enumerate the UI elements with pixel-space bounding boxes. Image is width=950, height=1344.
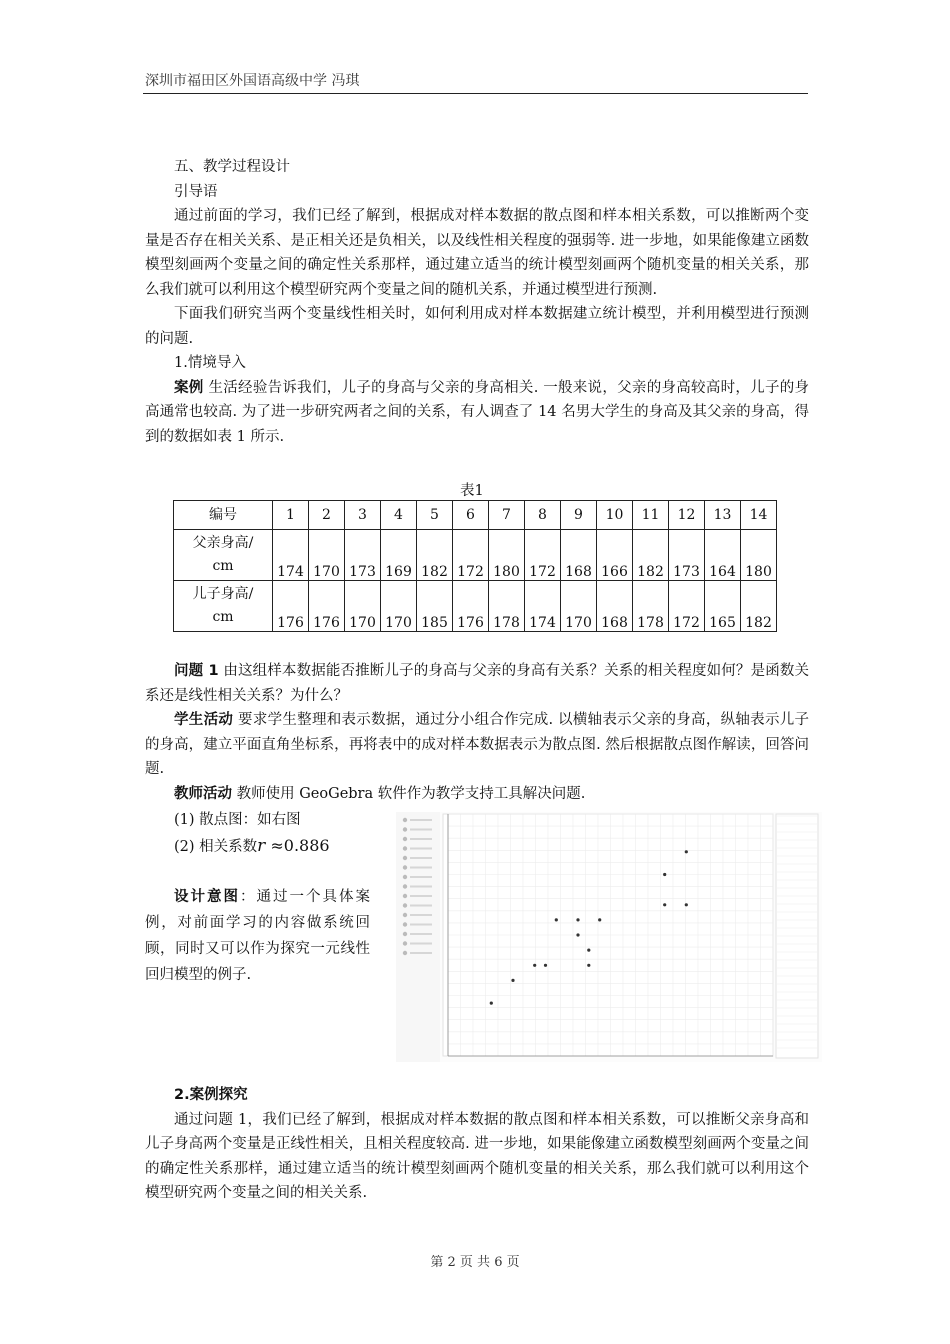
id-cell: 11	[633, 501, 669, 530]
father-cell: 173	[345, 530, 381, 581]
teacher-activity	[145, 782, 809, 807]
scatter-figure	[396, 812, 822, 1062]
son-cell: 174	[525, 581, 561, 632]
item-correlation	[145, 833, 370, 860]
algebra-entry-text	[410, 867, 432, 869]
algebra-entry-dot	[403, 818, 407, 822]
algebra-entry-dot	[403, 922, 407, 926]
intro-paragraph-1: 通过前面的学习，我们已经了解到，根据成对样本数据的散点图和样本相关系数，可以推断两个变量是否存在相关关系、是正相关还是负相关，以及线性相关程度的强弱等. 进一步地，如果能像建立函数模型刻画两个变量之间的确定性关系那样，通过建立适当的统计模型刻画两个随机变量的相关关系，那么我们就可以利用这个模型研究两个变量之间的随机关系，并通过模型进行预测.	[145, 208, 809, 298]
teacher-activity-label: 教师活动	[174, 785, 232, 802]
father-label	[174, 530, 273, 581]
son-cell: 170	[345, 581, 381, 632]
father-cell: 180	[489, 530, 525, 581]
section-2-text: 通过问题 1，我们已经了解到，根据成对样本数据的散点图和样本相关系数，可以推断父亲身高和儿子身高两个变量是正线性相关，且相关程度较高. 进一步地，如果能像建立函数模型刻画两个变量之间的确定性关系那样，通过建立适当的统计模型刻画两个随机变量的相关关系，那么我们就可以利用这个模型研究两个变量之间的相关关系.	[145, 1111, 809, 1201]
father-cell: 164	[705, 530, 741, 581]
scatter-point	[576, 918, 579, 921]
id-cell: 4	[381, 501, 417, 530]
case-paragraph	[145, 376, 809, 450]
header-label: 编号	[174, 501, 273, 530]
scatter-point	[685, 903, 688, 906]
section-2	[145, 1083, 809, 1206]
son-cell: 176	[453, 581, 489, 632]
algebra-entry-dot	[403, 837, 407, 841]
scatter-point	[663, 903, 666, 906]
algebra-entry-text	[410, 933, 432, 935]
algebra-entry-dot	[403, 846, 407, 850]
scatter-point	[685, 850, 688, 853]
section-2-heading: 2.案例探究	[174, 1087, 248, 1103]
father-cell: 182	[417, 530, 453, 581]
son-cell: 178	[489, 581, 525, 632]
item-correlation-label: (2) 相关系数	[174, 839, 258, 855]
algebra-entry-dot	[403, 903, 407, 907]
student-activity	[145, 708, 809, 782]
algebra-entry-text	[410, 838, 432, 840]
intro-section	[145, 155, 809, 449]
id-cell: 9	[561, 501, 597, 530]
father-cell: 180	[741, 530, 777, 581]
scatter-point	[544, 964, 547, 967]
id-cell: 13	[705, 501, 741, 530]
id-cell: 14	[741, 501, 777, 530]
father-cell: 172	[525, 530, 561, 581]
son-cell: 176	[273, 581, 309, 632]
student-activity-text: 要求学生整理和表示数据，通过分小组合作完成. 以横轴表示父亲的身高，纵轴表示儿子的身高，建立平面直角坐标系，再将表中的成对样本数据表示为散点图. 然后根据散点图作解读，回答问题.	[145, 712, 810, 777]
id-cell: 1	[273, 501, 309, 530]
id-cell: 12	[669, 501, 705, 530]
algebra-entry-text	[410, 924, 432, 926]
algebra-entry-dot	[403, 827, 407, 831]
father-cell: 166	[597, 530, 633, 581]
father-cell: 173	[669, 530, 705, 581]
r-symbol: r	[257, 836, 266, 856]
father-cell: 174	[273, 530, 309, 581]
scatter-point	[555, 918, 558, 921]
design-intent	[145, 884, 370, 988]
son-row	[174, 581, 777, 632]
son-cell: 170	[381, 581, 417, 632]
algebra-entry-dot	[403, 856, 407, 860]
id-cell: 7	[489, 501, 525, 530]
algebra-entry-text	[410, 848, 432, 850]
algebra-entry-text	[410, 829, 432, 831]
algebra-entry-dot	[403, 865, 407, 869]
id-cell: 3	[345, 501, 381, 530]
algebra-entry-text	[410, 857, 432, 859]
scatter-point	[598, 918, 601, 921]
design-intent-label: 设计意图	[174, 889, 240, 905]
grid-lines	[448, 814, 773, 1056]
father-cell: 172	[453, 530, 489, 581]
id-cell: 8	[525, 501, 561, 530]
son-cell: 182	[741, 581, 777, 632]
son-label-unit: cm	[212, 609, 234, 625]
algebra-entry-text	[410, 914, 432, 916]
scatter-point	[490, 1002, 493, 1005]
id-cell: 2	[309, 501, 345, 530]
scatter-point	[511, 979, 514, 982]
algebra-entry-dot	[403, 913, 407, 917]
son-cell: 165	[705, 581, 741, 632]
design-intent-text: ：通过一个具体案例，对前面学习的内容做系统回顾，同时又可以作为探究一元线性回归模型的例子.	[145, 889, 370, 983]
scatter-point	[576, 933, 579, 936]
case-label: 案例	[174, 379, 204, 396]
question-section	[145, 659, 809, 806]
left-notes	[145, 807, 370, 988]
father-row	[174, 530, 777, 581]
algebra-entry-text	[410, 886, 432, 888]
father-cell: 168	[561, 530, 597, 581]
page-header: 深圳市福田区外国语高级中学 冯琪	[145, 73, 360, 89]
scatter-point	[587, 964, 590, 967]
son-label-line1: 儿子身高/	[192, 586, 254, 602]
son-label	[174, 581, 273, 632]
son-cell: 185	[417, 581, 453, 632]
father-cell: 169	[381, 530, 417, 581]
son-cell: 170	[561, 581, 597, 632]
subsection-1-heading: 1.情境导入	[174, 355, 246, 371]
father-label-line1: 父亲身高/	[192, 535, 254, 551]
id-cell: 10	[597, 501, 633, 530]
question-1-label: 问题 1	[174, 663, 219, 679]
question-1	[145, 659, 809, 708]
algebra-entry-dot	[403, 941, 407, 945]
son-cell: 176	[309, 581, 345, 632]
case-text: 生活经验告诉我们，儿子的身高与父亲的身高相关. 一般来说，父亲的身高较高时，儿子的身高通常也较高. 为了进一步研究两者之间的关系，有人调查了 14 名男大学生的身高及其父亲的身高，得到的数据如表 1 所示.	[145, 379, 810, 445]
r-value: ≈0.886	[265, 836, 330, 855]
geogebra-screenshot	[396, 812, 822, 1062]
intro-label: 引导语	[174, 183, 218, 200]
algebra-entry-text	[410, 952, 432, 954]
algebra-entry-dot	[403, 894, 407, 898]
father-cell: 182	[633, 530, 669, 581]
algebra-entry-dot	[403, 875, 407, 879]
algebra-entry-text	[410, 895, 432, 897]
table-header-row	[174, 501, 777, 530]
id-cell: 5	[417, 501, 453, 530]
item-scatter: (1) 散点图：如右图	[174, 812, 301, 828]
section-heading: 五、教学过程设计	[174, 159, 290, 175]
son-cell: 172	[669, 581, 705, 632]
father-cell: 170	[309, 530, 345, 581]
algebra-entry-dot	[403, 884, 407, 888]
scatter-point	[533, 964, 536, 967]
son-cell: 168	[597, 581, 633, 632]
student-activity-label: 学生活动	[174, 712, 234, 728]
scatter-point	[587, 949, 590, 952]
table-caption: 表1	[460, 483, 484, 499]
algebra-entry-dot	[403, 932, 407, 936]
page-footer: 第 2 页 共 6 页	[430, 1255, 520, 1270]
question-1-text: 由这组样本数据能否推断儿子的身高与父亲的身高有关系？关系的相关程度如何？是函数关系还是线性相关关系？为什么？	[145, 663, 810, 704]
scatter-point	[663, 873, 666, 876]
intro-paragraph-2: 下面我们研究当两个变量线性相关时，如何利用成对样本数据建立统计模型，并利用模型进行预测的问题.	[145, 306, 809, 347]
teacher-activity-text: 教师使用 GeoGebra 软件作为教学支持工具解决问题.	[236, 785, 586, 802]
id-cell: 6	[453, 501, 489, 530]
algebra-entry-text	[410, 905, 432, 907]
height-table	[173, 500, 777, 632]
header-rule	[143, 93, 808, 94]
algebra-entry-text	[410, 876, 432, 878]
son-cell: 178	[633, 581, 669, 632]
algebra-entry-text	[410, 819, 432, 821]
algebra-entry-dot	[403, 951, 407, 955]
algebra-entry-text	[410, 943, 432, 945]
father-label-unit: cm	[212, 558, 234, 574]
